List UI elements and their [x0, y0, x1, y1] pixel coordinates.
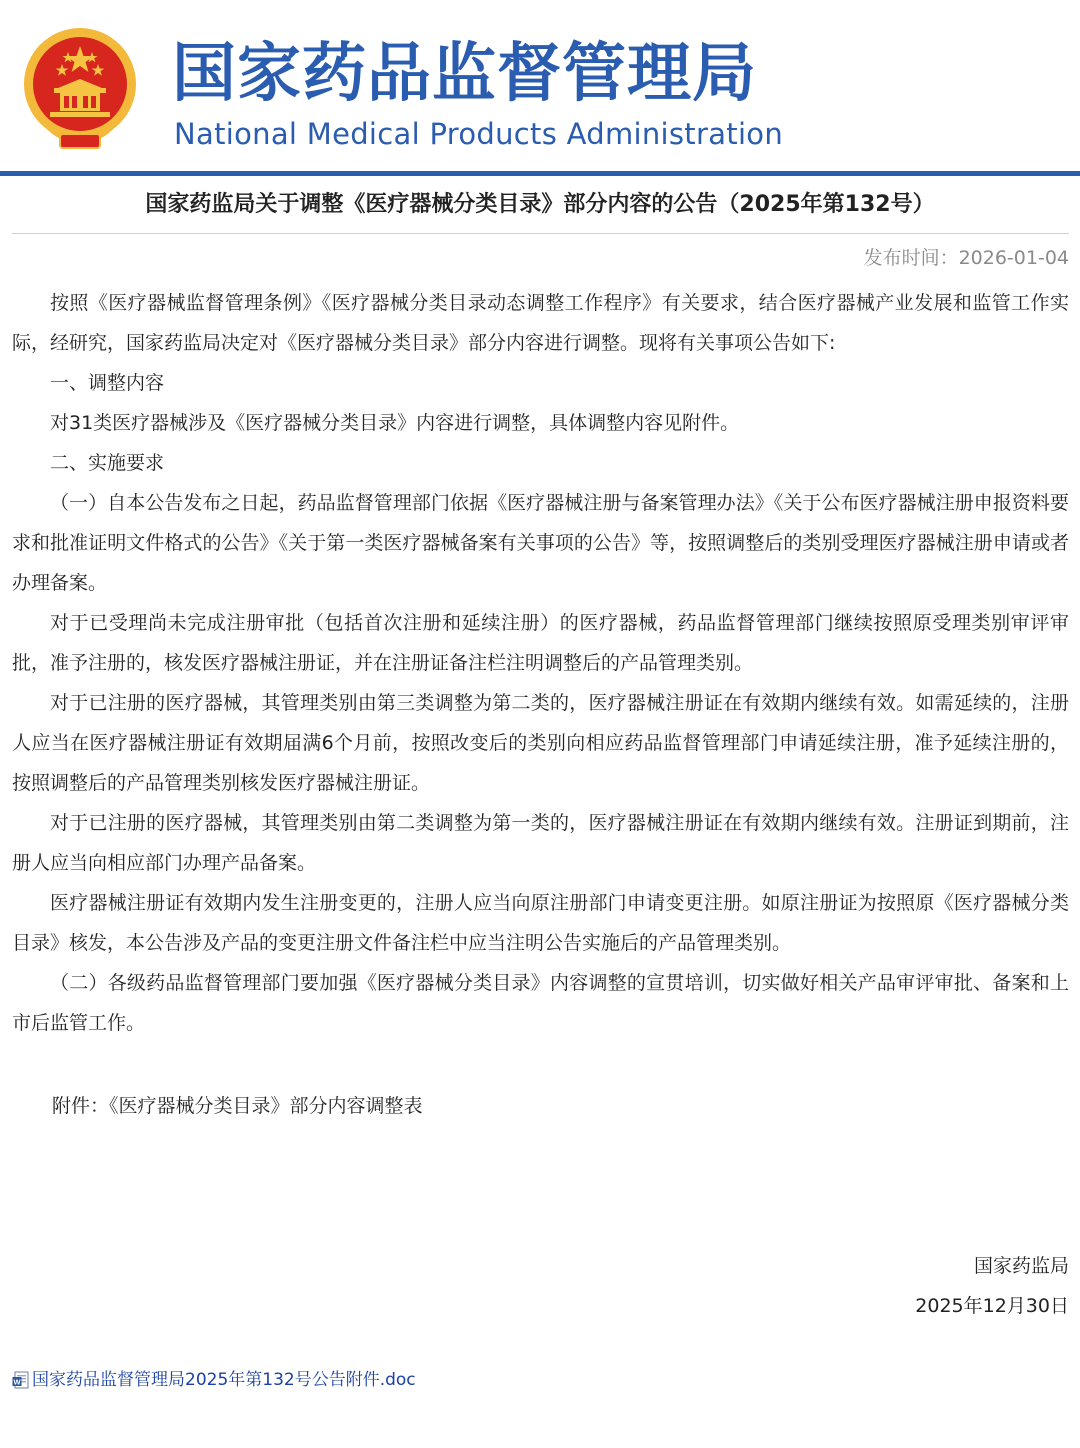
attachment-link-label[interactable]: 国家药品监督管理局2025年第132号公告附件.doc [32, 1370, 416, 1390]
publish-date: 发布时间：2026-01-04 [863, 247, 1069, 269]
paragraph: 按照《医疗器械监督管理条例》《医疗器械分类目录动态调整工作程序》有关要求，结合医疗器械产业发展和监管工作实际，经研究，国家药监局决定对《医疗器械分类目录》部分内容进行调整。现将有关事项公告如下: [12, 292, 1069, 354]
paragraph: 对于已受理尚未完成注册审批（包括首次注册和延续注册）的医疗器械，药品监督管理部门继续按照原受理类别审评审批，准予注册的，核发医疗器械注册证，并在注册证备注栏注明调整后的产品管理类别。 [12, 612, 1069, 674]
paragraph: 对31类医疗器械涉及《医疗器械分类目录》内容进行调整，具体调整内容见附件。 [50, 412, 740, 434]
national-emblem-icon [20, 26, 140, 150]
attachment-note: 附件：《医疗器械分类目录》部分内容调整表 [52, 1095, 423, 1117]
header-divider [0, 171, 1080, 176]
word-document-icon [12, 1371, 30, 1389]
site-title-en: National Medical Products Administration [174, 117, 784, 151]
title-divider [12, 233, 1069, 234]
paragraph: 对于已注册的医疗器械，其管理类别由第三类调整为第二类的，医疗器械注册证在有效期内继续有效。如需延续的，注册人应当在医疗器械注册证有效期届满6个月前，按照改变后的类别向相应药品监督管理部门申请延续注册，准予延续注册的，按照调整后的产品管理类别核发医疗器械注册证。 [12, 692, 1069, 794]
paragraph: 对于已注册的医疗器械，其管理类别由第二类调整为第一类的，医疗器械注册证在有效期内继续有效。注册证到期前，注册人应当向相应部门办理产品备案。 [12, 812, 1069, 874]
paragraph: （二）各级药品监督管理部门要加强《医疗器械分类目录》内容调整的宣贯培训，切实做好相关产品审评审批、备案和上市后监管工作。 [12, 972, 1069, 1034]
site-title-cn: 国家药品监督管理局 [172, 37, 757, 111]
paragraph: 医疗器械注册证有效期内发生注册变更的，注册人应当向原注册部门申请变更注册。如原注册证为按照原《医疗器械分类目录》核发，本公告涉及产品的变更注册文件备注栏中应当注明公告实施后的产品管理类别。 [12, 892, 1069, 954]
attachment-download-link[interactable] [12, 1366, 416, 1394]
page-title: 国家药监局关于调整《医疗器械分类目录》部分内容的公告（2025年第132号） [145, 192, 935, 217]
sign-date: 2025年12月30日 [915, 1295, 1069, 1317]
site-header [0, 0, 1080, 170]
svg-text:W: W [13, 1377, 21, 1387]
section-heading: 一、调整内容 [50, 372, 165, 394]
article-body [12, 283, 1069, 1043]
section-heading: 二、实施要求 [50, 452, 165, 474]
signer: 国家药监局 [973, 1255, 1069, 1277]
paragraph: （一）自本公告发布之日起，药品监督管理部门依据《医疗器械注册与备案管理办法》《关于公布医疗器械注册申报资料要求和批准证明文件格式的公告》《关于第一类医疗器械备案有关事项的公告》等，按照调整后的类别受理医疗器械注册申请或者办理备案。 [12, 492, 1069, 594]
